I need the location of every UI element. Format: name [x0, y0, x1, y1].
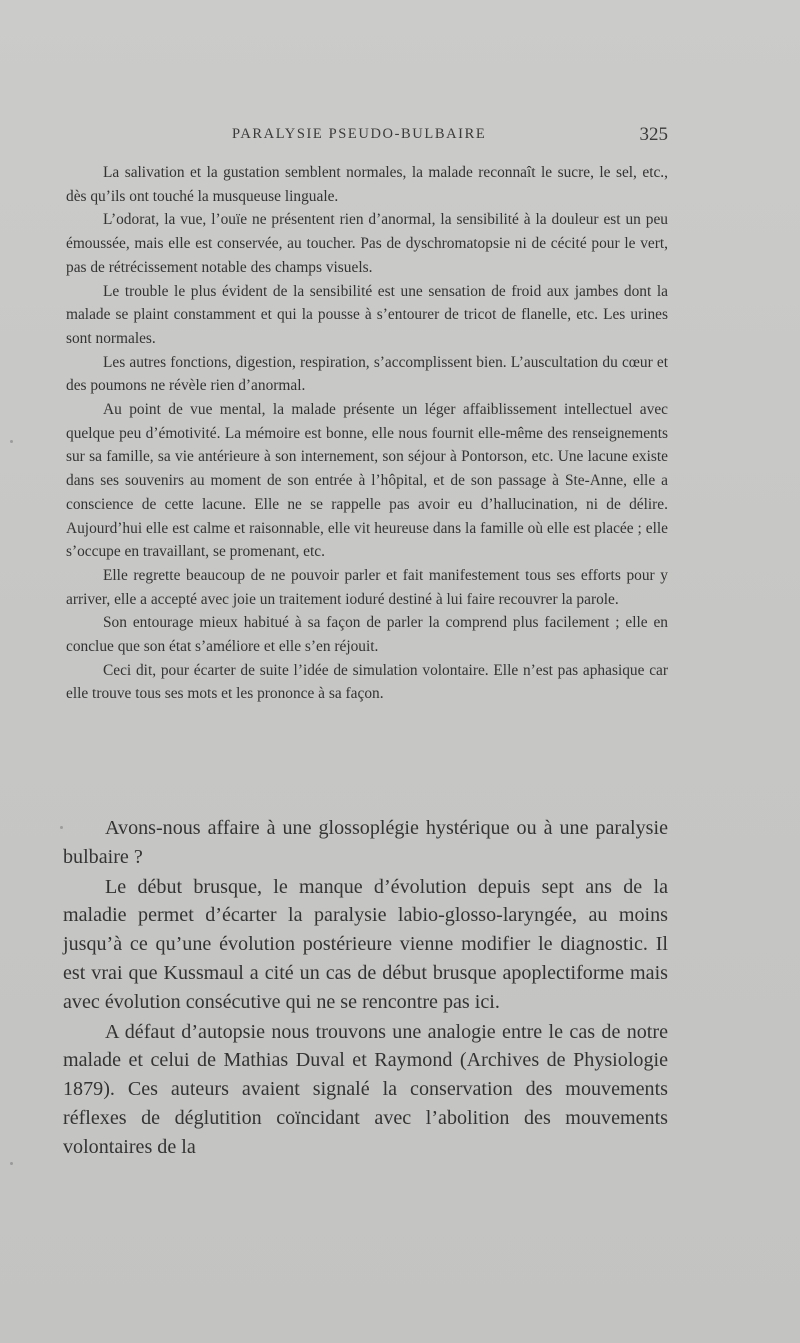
paper-speck [10, 440, 13, 443]
paragraph: La salivation et la gustation semblent normales, la malade reconnaît le sucre, le sel, etc., dès qu’ils ont touché la musqueuse linguale. [66, 164, 668, 205]
page-header [232, 124, 668, 148]
running-head: PARALYSIE PSEUDO-BULBAIRE [232, 126, 487, 142]
page-number: 325 [639, 124, 668, 145]
paragraph: A défaut d’autopsie nous trouvons une analogie entre le cas de notre malade et celui de Mathias Duval et Raymond (Archives de Physiologie 1879). Ces auteurs avaient signalé la conservation des mouvements réflexes de déglutition coïncidant avec l’abolition des mouvements volontaires de la [63, 1020, 668, 1158]
paragraph: Le début brusque, le manque d’évolution depuis sept ans de la maladie permet d’écarter la paralysie labio-glosso-laryngée, au moins jusqu’à ce qu’une évolution postérieure vienne modifier le diagnostic. Il est vrai que Kussmaul a cité un cas de début brusque apoplectiforme mais avec évolution consécutive qui ne se rencontre pas ici. [63, 875, 668, 1013]
paragraph: Au point de vue mental, la malade présente un léger affaiblissement intellectuel avec quelque peu d’émotivité. La mémoire est bonne, elle nous fournit elle-même des renseignements sur sa famille, sa vie antérieure à son internement, son séjour à Pontorson, etc. Une lacune existe dans ses souvenirs au moment de son entrée à l’hôpital, et de son passage à Ste-Anne, elle a conscience de cette lacune. Elle ne se rappelle pas avoir eu d’hallucination, ni de délire. Aujourd’hui elle est calme et raisonnable, elle vit heureuse dans la famille où elle est placée ; elle s’occupe en travaillant, se promenant, etc. [66, 401, 668, 561]
paper-speck [60, 826, 63, 829]
paragraph: Ceci dit, pour écarter de suite l’idée de simulation volontaire. Elle n’est pas aphasique car elle trouve tous ses mots et les prononce à sa façon. [66, 661, 668, 703]
discussion-section [63, 814, 668, 1162]
paragraph: Son entourage mieux habitué à sa façon de parler la comprend plus facilement ; elle en conclue que son état s’améliore et elle s’en réjouit. [66, 614, 668, 656]
paragraph: Le trouble le plus évident de la sensibilité est une sensation de froid aux jambes dont la malade se plaint constamment et qui la pousse à s’entourer de tricot de flanelle, etc. Les urines sont normales. [66, 282, 668, 347]
paper-speck [10, 1162, 13, 1165]
paragraph: Avons-nous affaire à une glossoplégie hystérique ou à une paralysie bulbaire ? [63, 817, 668, 868]
paragraph: Elle regrette beaucoup de ne pouvoir parler et fait manifestement tous ses efforts pour y arriver, elle a accepté avec joie un traitement ioduré destiné à lui faire recouvrer la parole. [66, 566, 668, 608]
small-print-section [66, 161, 668, 706]
paragraph: L’odorat, la vue, l’ouïe ne présentent rien d’anormal, la sensibilité à la douleur est un peu émoussée, mais elle est conservée, au toucher. Pas de dyschromatopsie ni de cécité pour le vert, pas de rétrécissement notable des champs visuels. [66, 211, 668, 276]
paragraph: Les autres fonctions, digestion, respiration, s’accomplissent bien. L’auscultation du cœur et des poumons ne révèle rien d’anormal. [66, 353, 668, 395]
